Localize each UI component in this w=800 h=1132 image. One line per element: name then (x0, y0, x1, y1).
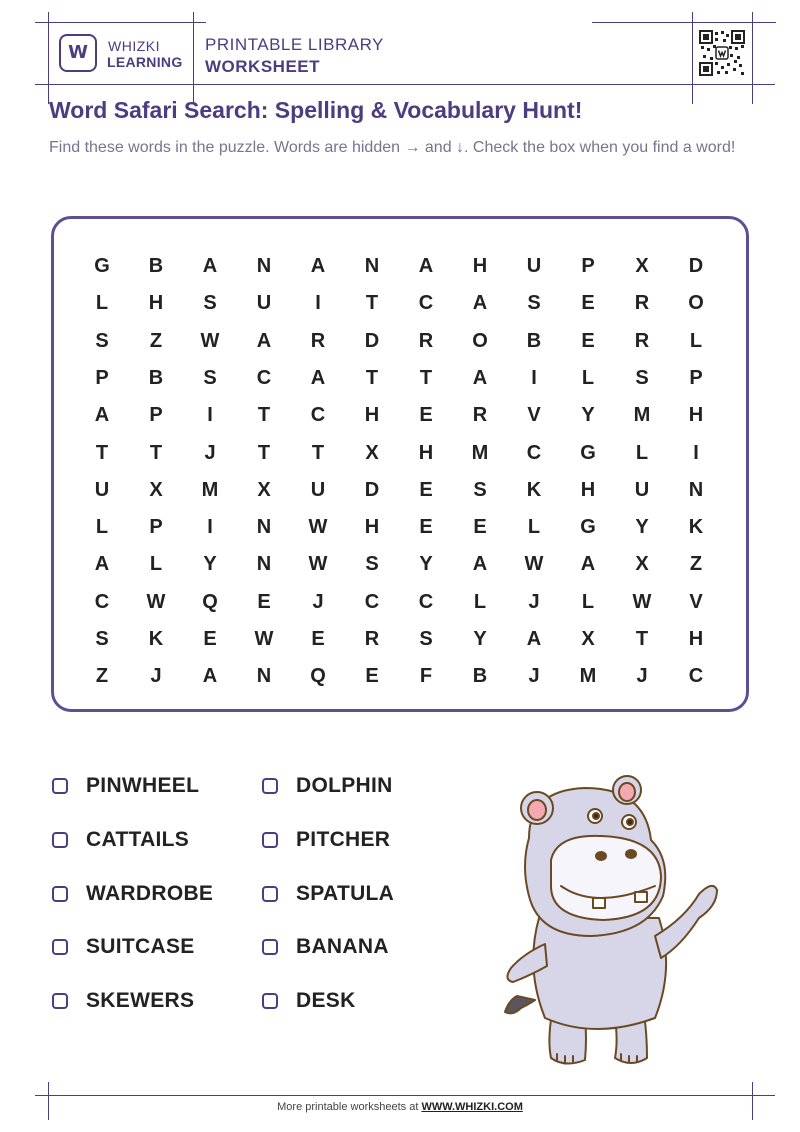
grid-cell: E (419, 404, 433, 427)
word-item (262, 989, 356, 1013)
grid-cell: R (472, 404, 488, 427)
grid-cell: F (419, 665, 433, 688)
grid-cell: Y (203, 553, 217, 576)
grid-cell: S (203, 292, 217, 315)
grid-cell: U (310, 478, 326, 501)
grid-cell: W (254, 628, 274, 650)
grid-cell: L (527, 516, 541, 539)
hippo-illustration (495, 768, 725, 1078)
grid-cell: C (418, 590, 434, 613)
grid-cell: B (148, 366, 164, 389)
grid-cell: B (148, 255, 164, 277)
grid-cell: K (148, 628, 164, 650)
word-checkbox[interactable] (52, 939, 68, 955)
word-label: SKEWERS (86, 989, 195, 1013)
grid-cell: T (95, 441, 109, 464)
grid-cell: H (580, 478, 596, 501)
grid-cell: E (581, 292, 595, 315)
footer-text: More printable worksheets at (277, 1101, 422, 1113)
grid-cell: T (635, 628, 649, 650)
grid-cell: E (257, 590, 271, 613)
grid-cell: L (581, 590, 595, 613)
grid-cell: B (526, 329, 542, 352)
grid-cell: L (635, 441, 649, 464)
grid-cell: E (419, 478, 433, 501)
header-right-rule (692, 12, 693, 104)
grid-cell: Z (149, 329, 163, 352)
grid-cell: C (94, 590, 110, 613)
grid-cell: R (364, 628, 380, 650)
brand-name-bottom: LEARNING (107, 54, 183, 70)
grid-cell: N (256, 255, 272, 277)
word-checkbox[interactable] (52, 832, 68, 848)
grid-cell: K (688, 516, 704, 539)
word-checkbox[interactable] (262, 778, 278, 794)
word-checkbox[interactable] (52, 993, 68, 1009)
grid-cell: J (636, 665, 648, 688)
grid-cell: T (365, 366, 379, 389)
grid-cell: N (256, 553, 272, 576)
grid-cell: W (632, 590, 652, 613)
grid-cell: I (207, 516, 213, 539)
grid-cell: C (310, 404, 326, 427)
whizki-logo-icon (59, 34, 97, 72)
grid-cell: L (95, 292, 109, 315)
grid-cell: A (472, 366, 488, 389)
grid-cell: U (256, 292, 272, 315)
header-left-rule (48, 12, 49, 104)
grid-cell: L (149, 553, 163, 576)
word-item (52, 989, 194, 1013)
header-right-edge-rule (752, 12, 753, 104)
header-sublabel: WORKSHEET (205, 57, 320, 76)
grid-cell: H (364, 516, 380, 539)
grid-cell: D (688, 255, 704, 277)
grid-cell: T (257, 404, 271, 427)
word-label: DESK (296, 989, 356, 1013)
word-label: WARDROBE (86, 881, 214, 905)
grid-cell: H (148, 292, 164, 315)
word-item (262, 935, 389, 959)
grid-cell: C (364, 590, 380, 613)
grid-cell: C (418, 292, 434, 315)
grid-cell: T (311, 441, 325, 464)
grid-cell: D (364, 478, 380, 501)
grid-cell: Q (202, 590, 218, 613)
grid-cell: M (201, 478, 219, 501)
grid-cell: G (580, 516, 596, 539)
grid-cell: I (207, 404, 213, 427)
grid-cell: X (581, 628, 595, 650)
grid-cell: C (688, 665, 704, 688)
word-item (262, 828, 390, 852)
grid-cell: J (150, 665, 162, 688)
grid-cell: H (472, 255, 488, 277)
header-top-rule-right (592, 22, 776, 23)
footer (0, 1101, 800, 1113)
grid-cell: P (149, 404, 163, 427)
grid-cell: M (579, 665, 597, 688)
grid-cell: T (419, 366, 433, 389)
page-title: Word Safari Search: Spelling & Vocabulary Hunt! (49, 97, 583, 123)
grid-cell: N (688, 478, 704, 501)
word-item (52, 935, 195, 959)
grid-cell: E (473, 516, 487, 539)
grid-cell: W (308, 553, 328, 576)
grid-cell: N (364, 255, 380, 277)
grid-cell: W (146, 590, 166, 613)
word-checkbox[interactable] (262, 939, 278, 955)
grid-cell: X (635, 553, 649, 576)
header-label: PRINTABLE LIBRARY (205, 35, 384, 54)
word-label: CATTAILS (86, 827, 190, 851)
grid-cell: S (527, 292, 541, 315)
grid-cell: T (149, 441, 163, 464)
grid-cell: S (635, 366, 649, 389)
grid-cell: A (202, 255, 218, 277)
grid-cell: S (473, 478, 487, 501)
grid-cell: V (527, 404, 541, 427)
grid-cell: U (634, 478, 650, 501)
grid-cell: U (94, 478, 110, 501)
word-label: PINWHEEL (86, 774, 200, 797)
grid-cell: H (418, 441, 434, 464)
grid-cell: D (364, 329, 380, 352)
instructions-text: Find these words in the puzzle. Words are hidden → and ↓. Check the box when you find a word! (49, 139, 736, 156)
grid-cell: T (365, 292, 379, 315)
grid-cell: Y (419, 553, 433, 576)
grid-cell: H (364, 404, 380, 427)
grid-cell: L (689, 329, 703, 352)
grid-cell: R (418, 329, 434, 352)
grid-cell: V (689, 590, 703, 613)
grid-cell: A (94, 404, 110, 427)
header-divider-rule (193, 12, 194, 104)
footer-link[interactable]: WWW.WHIZKI.COM (421, 1101, 523, 1113)
grid-cell: S (419, 628, 433, 650)
word-item (52, 882, 213, 906)
grid-cell: Y (473, 628, 487, 650)
grid-cell: Z (95, 665, 109, 688)
grid-cell: A (580, 553, 596, 576)
grid-cell: A (526, 628, 542, 650)
header-bottom-rule (35, 84, 775, 85)
grid-cell: G (94, 255, 110, 277)
grid-cell: Z (689, 553, 703, 576)
grid-cell: C (256, 366, 272, 389)
grid-cell: K (526, 478, 542, 501)
grid-cell: W (524, 553, 544, 576)
grid-cell: E (581, 329, 595, 352)
grid-cell: R (310, 329, 326, 352)
grid-cell: A (256, 329, 272, 352)
grid-cell: N (256, 665, 272, 688)
grid-cell: M (633, 404, 651, 427)
grid-cell: A (418, 255, 434, 277)
grid-cell: E (365, 665, 379, 688)
grid-cell: B (472, 665, 488, 688)
grid-cell: P (581, 255, 595, 277)
grid-cell: T (257, 441, 271, 464)
grid-cell: P (95, 366, 109, 389)
grid-cell: U (526, 255, 542, 277)
brand-name-top: WHIZKI (108, 38, 160, 54)
grid-cell: W (200, 329, 220, 352)
grid-cell: A (94, 553, 110, 576)
word-item (52, 828, 189, 852)
grid-cell: E (203, 628, 217, 650)
grid-cell: H (688, 404, 704, 427)
grid-cell: I (531, 366, 537, 389)
grid-cell: G (580, 441, 596, 464)
grid-cell: L (473, 590, 487, 613)
grid-cell: R (634, 292, 650, 315)
word-checkbox[interactable] (52, 778, 68, 794)
word-checkbox[interactable] (262, 886, 278, 902)
word-checkbox[interactable] (262, 993, 278, 1009)
grid-cell: E (419, 516, 433, 539)
word-label: SUITCASE (86, 935, 195, 959)
grid-cell: H (688, 628, 704, 650)
grid-cell: X (149, 478, 163, 501)
header-top-rule (35, 22, 206, 23)
grid-cell: A (472, 553, 488, 576)
grid-cell: M (471, 441, 489, 464)
grid-cell: P (149, 516, 163, 539)
grid-cell: S (365, 553, 379, 576)
footer-top-rule (35, 1095, 775, 1096)
grid-cell: I (315, 292, 321, 315)
grid-cell: X (365, 441, 379, 464)
grid-cell: W (308, 516, 328, 539)
grid-cell: X (257, 478, 271, 501)
grid-cell: J (204, 441, 216, 464)
qr-code-icon (699, 30, 745, 76)
grid-cell: A (310, 366, 326, 389)
grid-cell: E (311, 628, 325, 650)
grid-cell: O (688, 292, 704, 315)
word-item (52, 774, 199, 798)
grid-cell: L (95, 516, 109, 539)
word-checkbox[interactable] (262, 832, 278, 848)
grid-cell: R (634, 329, 650, 352)
word-label: BANANA (296, 935, 389, 959)
grid-cell: J (528, 665, 540, 688)
grid-cell: N (256, 516, 272, 539)
grid-cell: L (581, 366, 595, 389)
grid-cell: J (312, 590, 324, 613)
grid-cell: A (310, 255, 326, 277)
word-checkbox[interactable] (52, 886, 68, 902)
grid-cell: Y (635, 516, 649, 539)
word-label: PITCHER (296, 827, 391, 851)
word-label: DOLPHIN (296, 774, 393, 797)
grid-cell: A (202, 665, 218, 688)
grid-cell: J (528, 590, 540, 613)
grid-cell: A (472, 292, 488, 315)
grid-cell: X (635, 255, 649, 277)
grid-cell: Y (581, 404, 595, 427)
grid-cell: S (203, 366, 217, 389)
grid-cell: O (472, 329, 488, 352)
word-item (262, 882, 394, 906)
grid-cell: S (95, 628, 109, 650)
logo-letter: W (68, 42, 88, 63)
word-label: SPATULA (296, 881, 395, 905)
grid-cell: I (693, 441, 699, 464)
grid-cell: Q (310, 665, 326, 688)
grid-cell: S (95, 329, 109, 352)
grid-cell: P (689, 366, 703, 389)
grid-cell: C (526, 441, 542, 464)
word-item (262, 774, 393, 798)
